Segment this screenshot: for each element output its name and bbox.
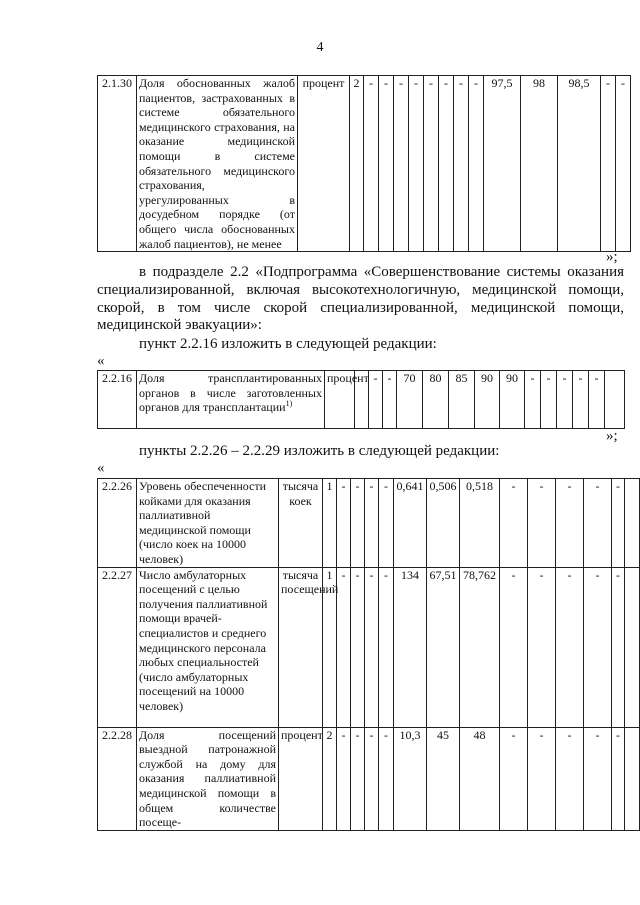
row-name: Число амбулаторных посещений с целью получения паллиативной помощи врачей-специалистов и среднего медицинского персонала любых специальностей (число амбулаторных посещений на 10000 человек) (137, 567, 279, 727)
table-row (98, 567, 640, 727)
cell-dash: - (589, 371, 605, 429)
cell-dash: - (454, 76, 469, 252)
cell-dash: - (612, 727, 625, 830)
cell-dash: - (584, 479, 612, 568)
cell-dash: - (379, 76, 394, 252)
cell-dash: - (337, 567, 351, 727)
table-indicators-2-2-26 (97, 478, 640, 831)
cell-value: 0,518 (460, 479, 500, 568)
cell-empty (605, 371, 625, 429)
cell-dash: - (351, 479, 365, 568)
cell-dash: - (557, 371, 573, 429)
cell-value: 70 (397, 371, 423, 429)
row-name: Доля обоснованных жалоб пациентов, застрахованных в системе обязательного медицинского страхования, на оказание медицинской помощи в системе обязательного медицинского страхования, урегулированных в досудебном порядке (от общего числа обоснованных жалоб пациентов), не менее (137, 76, 298, 252)
cell-dash: - (556, 727, 584, 830)
cell-dash: - (573, 371, 589, 429)
row-unit: процент (298, 76, 350, 252)
cell-dash: - (584, 727, 612, 830)
cell-dash: - (379, 567, 394, 727)
cell-value: 45 (427, 727, 460, 830)
row-name: Уровень обеспеченности койками для оказания паллиативной медицинской помощи (число коек на 10000 человек) (137, 479, 279, 568)
row-code: 2.2.26 (98, 479, 137, 568)
table-row (98, 76, 631, 252)
cell-dash: - (612, 479, 625, 568)
cell-value: 80 (423, 371, 449, 429)
row-code: 2.2.16 (98, 371, 137, 429)
cell-dash: - (379, 479, 394, 568)
opening-quote: « (97, 460, 105, 476)
row-unit: тысяча посещений (279, 567, 323, 727)
table-row (98, 371, 625, 429)
cell-value: 1 (323, 567, 337, 727)
cell-dash: - (379, 727, 394, 830)
cell-value: 48 (460, 727, 500, 830)
cell-empty (625, 479, 640, 568)
table-indicator-2-1-30 (97, 75, 631, 252)
cell-dash: - (337, 479, 351, 568)
cell-dash: - (616, 76, 631, 252)
cell-dash: - (541, 371, 557, 429)
cell-dash: - (556, 479, 584, 568)
paragraph-items-2-2-26: пункты 2.2.26 – 2.2.29 изложить в следующей редакции: (139, 443, 500, 459)
cell-dash: - (601, 76, 616, 252)
cell-value: 85 (449, 371, 475, 429)
cell-value: 98,5 (558, 76, 601, 252)
paragraph-item-2-2-16: пункт 2.2.16 изложить в следующей редакции: (139, 336, 437, 352)
cell-value: 10,3 (394, 727, 427, 830)
opening-quote: « (97, 353, 105, 369)
cell-dash: - (612, 567, 625, 727)
cell-dash: - (584, 567, 612, 727)
cell-dash: - (469, 76, 484, 252)
table-row (98, 727, 640, 830)
cell-dash: - (337, 727, 351, 830)
cell-value: 0,641 (394, 479, 427, 568)
cell-dash: - (365, 727, 379, 830)
cell-dash: - (351, 567, 365, 727)
cell-value: 1 (323, 479, 337, 568)
cell-dash: - (365, 567, 379, 727)
cell-dash: - (369, 371, 383, 429)
cell-dash: - (500, 479, 528, 568)
cell-dash: - (394, 76, 409, 252)
cell-dash: - (528, 727, 556, 830)
cell-value: 134 (394, 567, 427, 727)
closing-quote: »; (606, 428, 618, 444)
footnote-mark: 1) (285, 399, 293, 409)
closing-quote: »; (606, 249, 618, 265)
cell-dash: - (500, 567, 528, 727)
cell-value: 67,51 (427, 567, 460, 727)
page-number: 4 (316, 40, 324, 55)
cell-dash: - (383, 371, 397, 429)
table-indicator-2-2-16 (97, 370, 625, 429)
row-unit: процент (325, 371, 355, 429)
cell-value: 90 (475, 371, 500, 429)
cell-dash: - (528, 567, 556, 727)
row-name: Доля посещений выездной патронажной службой на дому для оказания паллиативной медицинской помощи в общем количестве посеще- (137, 727, 279, 830)
cell-dash: - (364, 76, 379, 252)
cell-value: 90 (500, 371, 525, 429)
row-unit: тысяча коек (279, 479, 323, 568)
cell-dash: - (556, 567, 584, 727)
row-name: Доля трансплантированных органов в числе заготовленных органов для трансплантации$^{1)}$ (137, 371, 325, 429)
cell-dash: - (525, 371, 541, 429)
cell-empty (625, 727, 640, 830)
cell-dash: - (500, 727, 528, 830)
row-unit: процент (279, 727, 323, 830)
row-code: 2.1.30 (98, 76, 137, 252)
cell-value: 0,506 (427, 479, 460, 568)
cell-value: 78,762 (460, 567, 500, 727)
table-row (98, 479, 640, 568)
cell-empty (625, 567, 640, 727)
cell-dash: - (439, 76, 454, 252)
row-code: 2.2.28 (98, 727, 137, 830)
cell-value: 2 (350, 76, 364, 252)
cell-dash: - (424, 76, 439, 252)
cell-dash: - (528, 479, 556, 568)
cell-dash: - (365, 479, 379, 568)
cell-dash: - (351, 727, 365, 830)
cell-value: 98 (521, 76, 558, 252)
cell-value: 2 (323, 727, 337, 830)
cell-dash: - (409, 76, 424, 252)
row-code: 2.2.27 (98, 567, 137, 727)
paragraph-subsection: в подразделе 2.2 «Подпрограмма «Совершенствование системы оказания специализированной, включая высокотехнологичную, медицинской помощи, скорой, в том числе скорой специализированной, медицинской помощи, медицинской эвакуации»: (97, 264, 624, 334)
cell-value: 97,5 (484, 76, 521, 252)
